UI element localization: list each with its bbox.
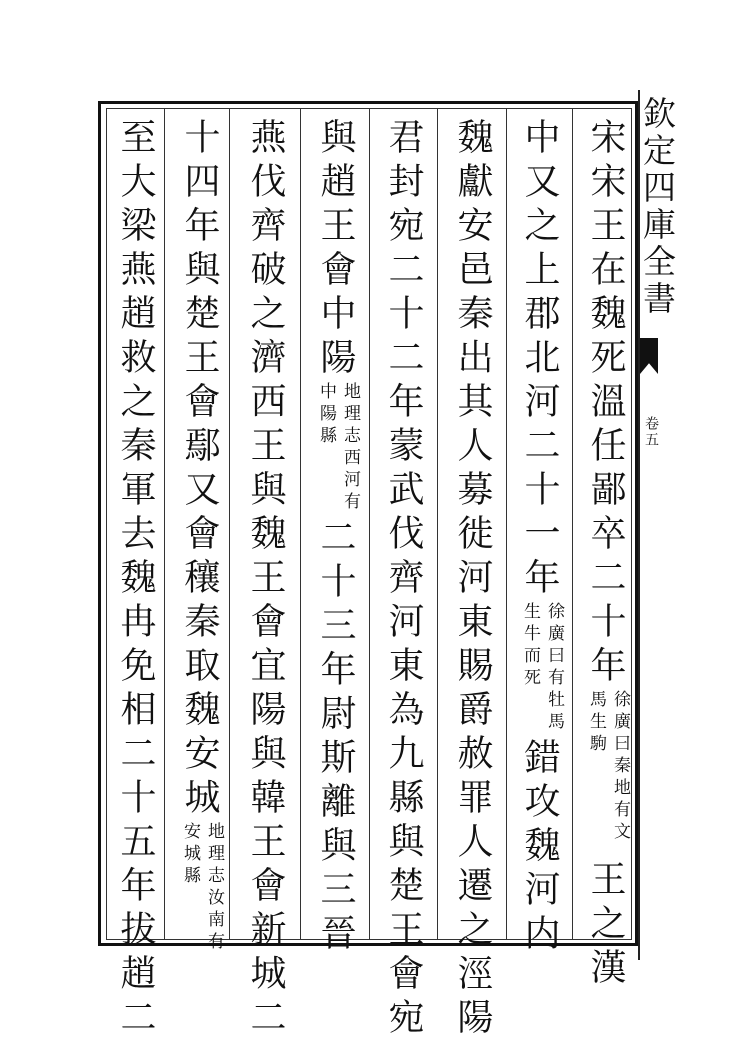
annotation: 徐廣曰有牡馬生牛而死 [520,602,564,734]
text-column-3 [445,118,499,1042]
text-column-2 [512,118,566,958]
main-text: 中又之上郡北河二十一年 [519,118,560,602]
column-divider [572,108,573,940]
column-divider [229,108,230,940]
annotation: 地理志汝南有安城縣 [180,822,224,954]
main-text: 二十三年尉斯離與三晉 [315,518,356,958]
main-text: 燕伐齊破之濟西王與魏王會宜陽與韓王會新城二 [245,118,286,1042]
text-column-8 [108,118,162,1042]
volume-number: 卷五 [643,416,659,448]
main-text: 魏獻安邑秦出其人募徙河東賜爵赦罪人遷之涇陽 [452,118,493,1042]
text-column-1 [578,118,632,992]
main-text: 十四年與楚王會鄢又會穰秦取魏安城 [179,118,220,822]
book-title: 欽定四庫全書 [638,96,677,318]
text-column-4 [376,118,430,1042]
text-column-6 [238,118,292,1042]
text-column-5 [308,118,362,958]
main-text: 與趙王會中陽 [315,118,356,382]
main-text: 至大梁燕趙救之秦軍去魏冉免相二十五年拔趙二 [115,118,156,1042]
column-divider [164,108,165,940]
main-text: 王之漢 [585,860,626,992]
annotation: 地理志西河有中陽縣 [316,382,360,514]
column-divider [300,108,301,940]
column-divider [506,108,507,940]
column-divider [437,108,438,940]
column-divider [369,108,370,940]
main-text: 宋宋王在魏死溫任鄙卒二十年 [585,118,626,690]
main-text: 錯攻魏河内 [519,738,560,958]
main-text: 君封宛二十二年蒙武伐齊河東為九縣與楚王會宛 [383,118,424,1042]
text-column-7 [172,118,226,954]
annotation: 徐廣曰秦地有文馬生駒 [586,690,630,844]
